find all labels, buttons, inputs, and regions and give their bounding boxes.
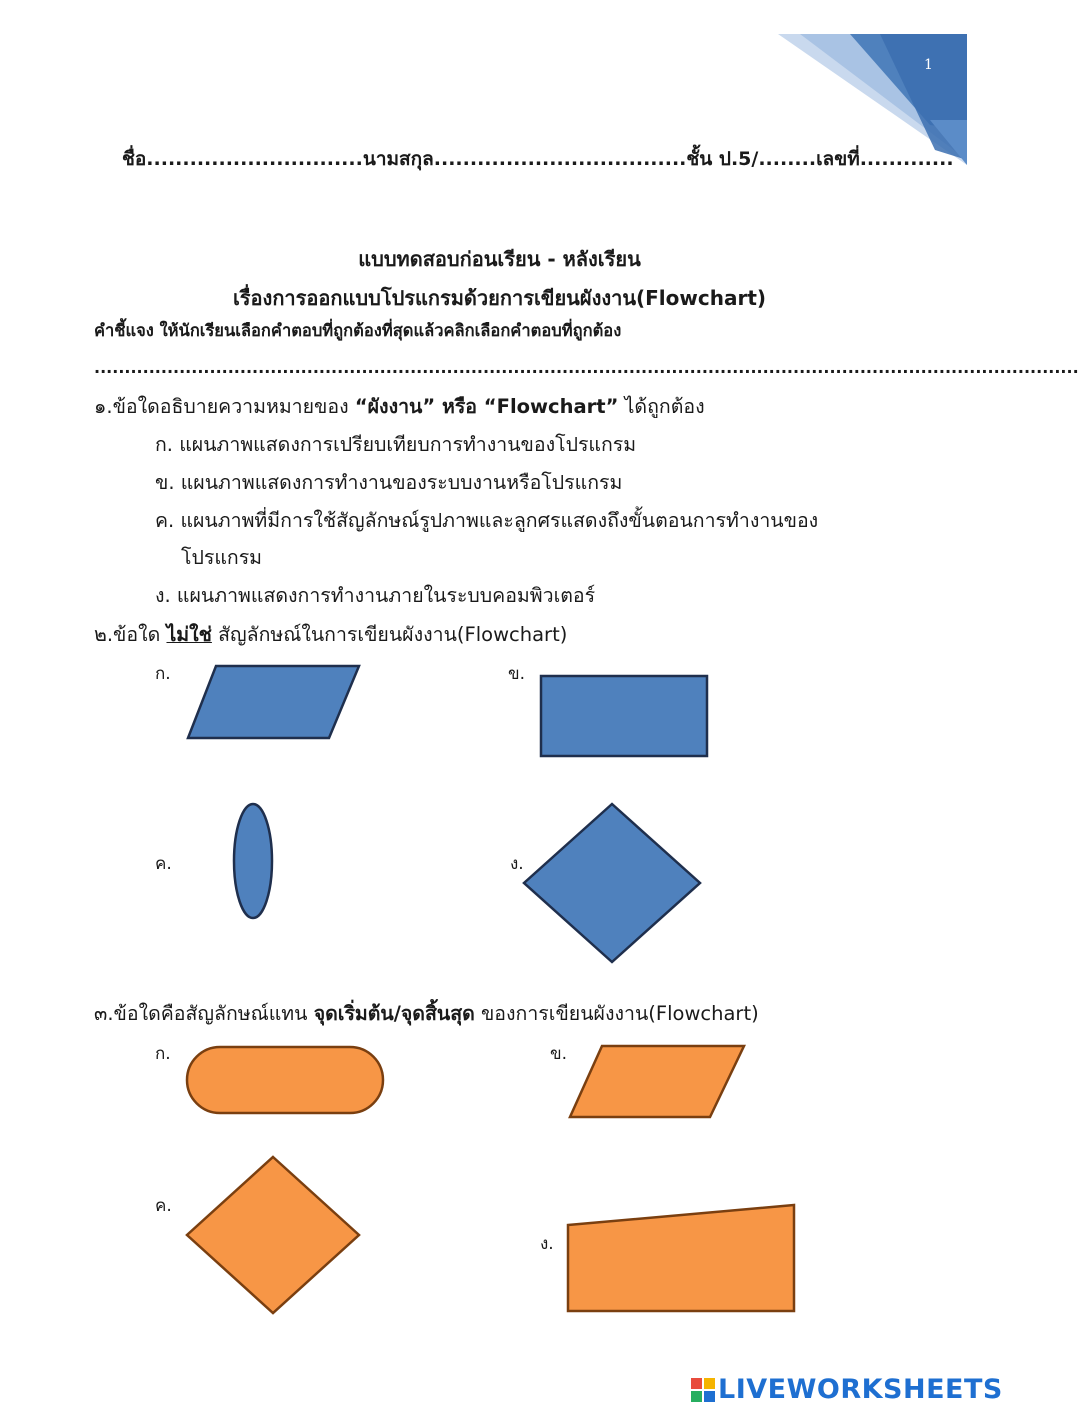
q2-label-d: ง. (510, 854, 524, 874)
separator-dots: .................................................................................................................................................................. (94, 358, 1079, 377)
q1-option-a[interactable]: ก. แผนภาพแสดงการเปรียบเทียบการทำงานของโปรแกรม (155, 433, 637, 456)
logo-text: LIVEWORKSHEETS (718, 1374, 1003, 1405)
q3-parallelogram-shape[interactable] (568, 1044, 746, 1119)
q3-label-a: ก. (155, 1044, 171, 1064)
q3-terminator-shape[interactable] (185, 1045, 385, 1115)
liveworksheets-logo (690, 1374, 1003, 1405)
student-info-line: ชื่อ..............................นามสกุล...................................ชั้น ป.5/........เลขที่............. (122, 148, 954, 170)
question-1-keyword: “ผังงาน” หรือ “Flowchart” (354, 395, 619, 418)
question-1-prefix: ๑.ข้อใดอธิบายความหมายของ (94, 395, 355, 418)
q3-label-c: ค. (155, 1196, 172, 1216)
question-1 (94, 391, 705, 422)
question-2-suffix: สัญลักษณ์ในการเขียนผังงาน(Flowchart) (211, 623, 568, 646)
question-1-suffix: ได้ถูกต้อง (618, 395, 705, 418)
question-3-prefix: ๓.ข้อใดคือสัญลักษณ์แทน (94, 1002, 314, 1025)
q1-option-d[interactable]: ง. แผนภาพแสดงการทำงานภายในระบบคอมพิวเตอร์ (155, 584, 596, 607)
q1-option-b[interactable]: ข. แผนภาพแสดงการทำงานของระบบงานหรือโปรแกรม (155, 471, 623, 494)
q1-option-c[interactable]: ค. แผนภาพที่มีการใช้สัญลักษณ์รูปภาพและลูกศรแสดงถึงขั้นตอนการทำงานของ (155, 509, 819, 532)
logo-icon (690, 1377, 716, 1403)
q2-rectangle-shape[interactable] (539, 674, 709, 758)
page-title: แบบทดสอบก่อนเรียน - หลังเรียน (358, 247, 641, 271)
page-subtitle: เรื่องการออกแบบโปรแกรมด้วยการเขียนผังงาน(Flowchart) (232, 286, 767, 310)
q3-label-d: ง. (540, 1234, 554, 1254)
q2-label-b: ข. (508, 664, 526, 684)
q2-label-c: ค. (155, 854, 172, 874)
question-3-keyword: จุดเริ่มต้น/จุดสิ้นสุด (313, 1002, 475, 1025)
instructions: คำชี้แจง ให้นักเรียนเลือกคำตอบที่ถูกต้องที่สุดแล้วคลิกเลือกคำตอบที่ถูกต้อง (94, 321, 622, 340)
question-3 (94, 998, 759, 1029)
q3-manual-input-shape[interactable] (566, 1203, 796, 1313)
question-2-keyword: ไม่ใช่ (166, 623, 212, 646)
q3-diamond-shape[interactable] (185, 1155, 361, 1315)
q2-ellipse-shape[interactable] (232, 802, 274, 920)
page-number: 1 (924, 57, 933, 73)
q1-option-c-cont[interactable]: โปรแกรม (181, 546, 263, 569)
q2-label-a: ก. (155, 664, 171, 684)
q2-diamond-shape[interactable] (522, 802, 702, 964)
question-2-prefix: ๒.ข้อใด (94, 623, 167, 646)
q2-parallelogram-shape[interactable] (186, 664, 361, 740)
question-2 (94, 619, 567, 650)
q3-label-b: ข. (550, 1044, 568, 1064)
question-3-suffix: ของการเขียนผังงาน(Flowchart) (474, 1002, 759, 1025)
